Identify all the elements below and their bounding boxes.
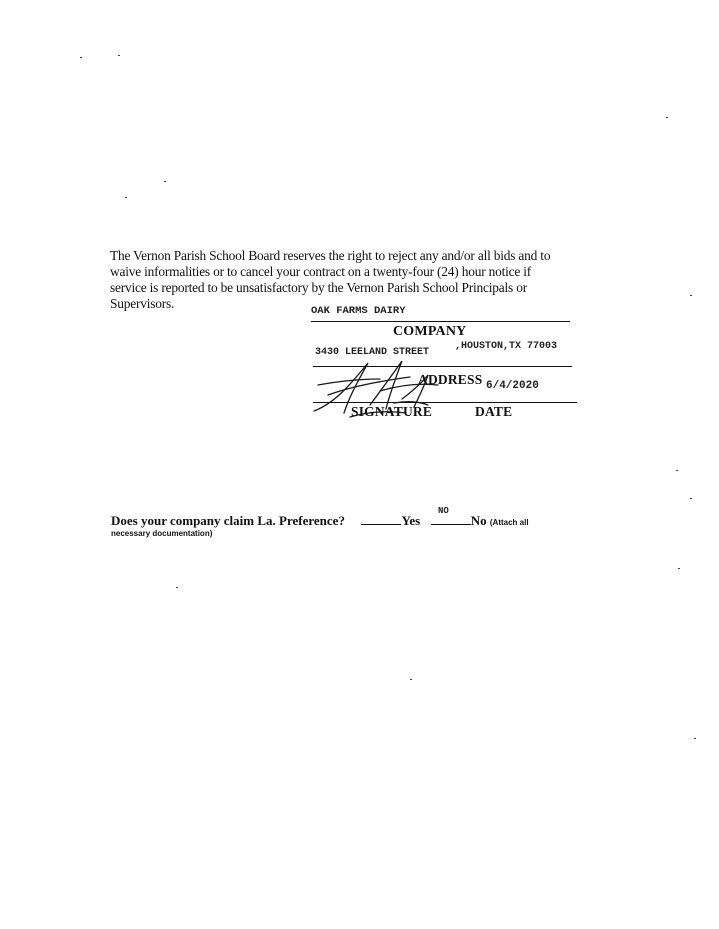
scan-speck bbox=[678, 568, 680, 569]
scan-speck bbox=[125, 197, 127, 198]
date-label: DATE bbox=[475, 404, 513, 419]
scan-speck bbox=[694, 738, 696, 739]
terms-paragraph bbox=[110, 248, 590, 312]
terms-line: service is reported to be unsatisfactory by the Vernon Parish School Principals or bbox=[110, 280, 527, 295]
scan-speck bbox=[80, 57, 82, 58]
attach-note-continued: necessary documentation) bbox=[111, 529, 213, 538]
scan-speck bbox=[676, 470, 678, 471]
address-city: ,HOUSTON,TX 77003 bbox=[455, 341, 558, 352]
terms-line: waive informalities or to cancel your contract on a twenty-four (24) hour notice if bbox=[110, 264, 532, 279]
attach-note: (Attach all bbox=[489, 518, 529, 527]
scan-speck bbox=[690, 295, 692, 296]
terms-line: Supervisors. bbox=[110, 296, 175, 311]
preference-row bbox=[111, 513, 529, 529]
scan-speck bbox=[666, 117, 668, 118]
signature-label: SIGNATURE bbox=[351, 404, 433, 419]
company-line bbox=[311, 321, 570, 322]
preference-question: Does your company claim La. Preference? bbox=[111, 513, 345, 528]
signature-line bbox=[313, 402, 577, 403]
address-label: ADDRESS bbox=[418, 372, 483, 387]
address-street: 3430 LEELAND STREET bbox=[315, 347, 430, 358]
scan-speck bbox=[410, 679, 412, 680]
scan-speck bbox=[118, 55, 120, 56]
scan-speck bbox=[164, 181, 166, 182]
company-value: OAK FARMS DAIRY bbox=[311, 305, 406, 317]
scan-speck bbox=[690, 498, 692, 499]
yes-label: Yes bbox=[401, 513, 421, 528]
date-value: 6/4/2020 bbox=[486, 380, 539, 392]
yes-blank[interactable] bbox=[361, 514, 401, 525]
no-answer: NO bbox=[438, 506, 449, 516]
scan-speck bbox=[176, 587, 178, 588]
company-label: COMPANY bbox=[393, 324, 467, 339]
no-blank[interactable] bbox=[431, 514, 471, 525]
no-label: No bbox=[470, 513, 487, 528]
terms-line: The Vernon Parish School Board reserves the right to reject any and/or all bids and to bbox=[110, 248, 551, 263]
